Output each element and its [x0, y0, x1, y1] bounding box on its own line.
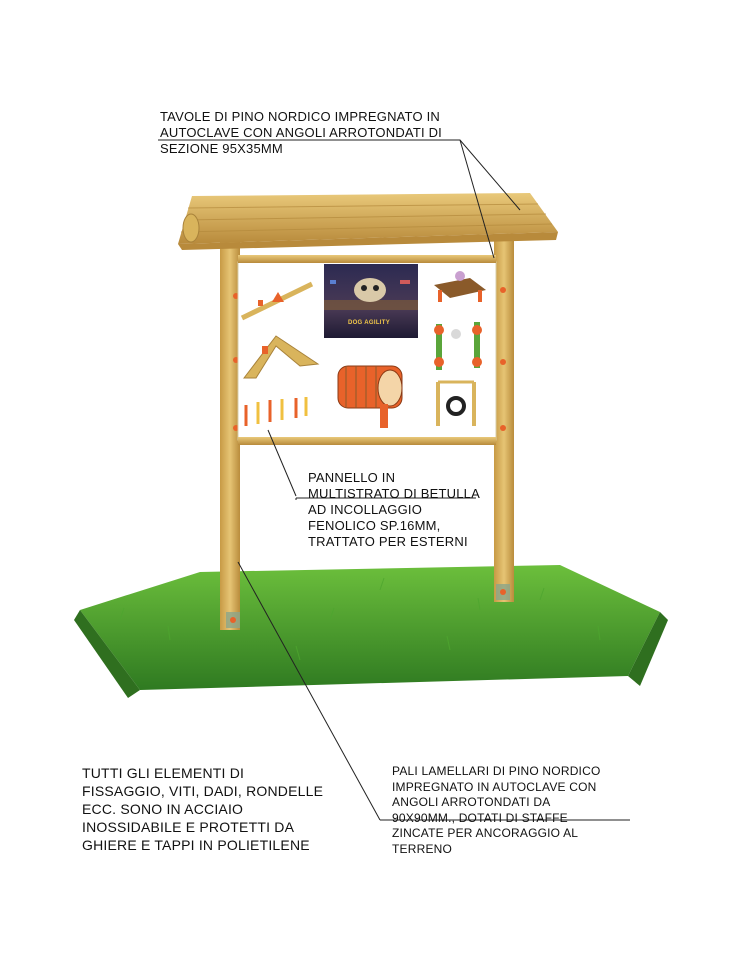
panel-caption: DOG AGILITY: [347, 320, 391, 326]
left-post: [220, 240, 240, 630]
panel-annotation: PANNELLO IN MULTISTRATO DI BETULLA AD INCOLLAGGIO FENOLICO SP.16MM, TRATTATO PER ESTERNI: [308, 470, 480, 549]
boards-annotation: TAVOLE DI PINO NORDICO IMPREGNATO IN AUTOCLAVE CON ANGOLI ARROTONDATI DI SEZIONE 95X35MM: [160, 109, 442, 156]
dog-agility-photo: [324, 264, 418, 338]
roof: [178, 193, 558, 250]
posts-annotation: PALI LAMELLARI DI PINO NORDICO IMPREGNATO IN AUTOCLAVE CON ANGOLI ARROTONDATI DA 90X90MM., DOTATI DI STAFFE ZINCATE PER ANCORAGGIO AL TERRENO: [392, 764, 601, 856]
grass-base: [74, 565, 668, 698]
fixings-annotation: TUTTI GLI ELEMENTI DI FISSAGGIO, VITI, DADI, RONDELLE ECC. SONO IN ACCIAIO INOSSIDABILE E PROTETTI DA GHIERE E TAPPI IN POLIETILENE: [82, 765, 324, 853]
